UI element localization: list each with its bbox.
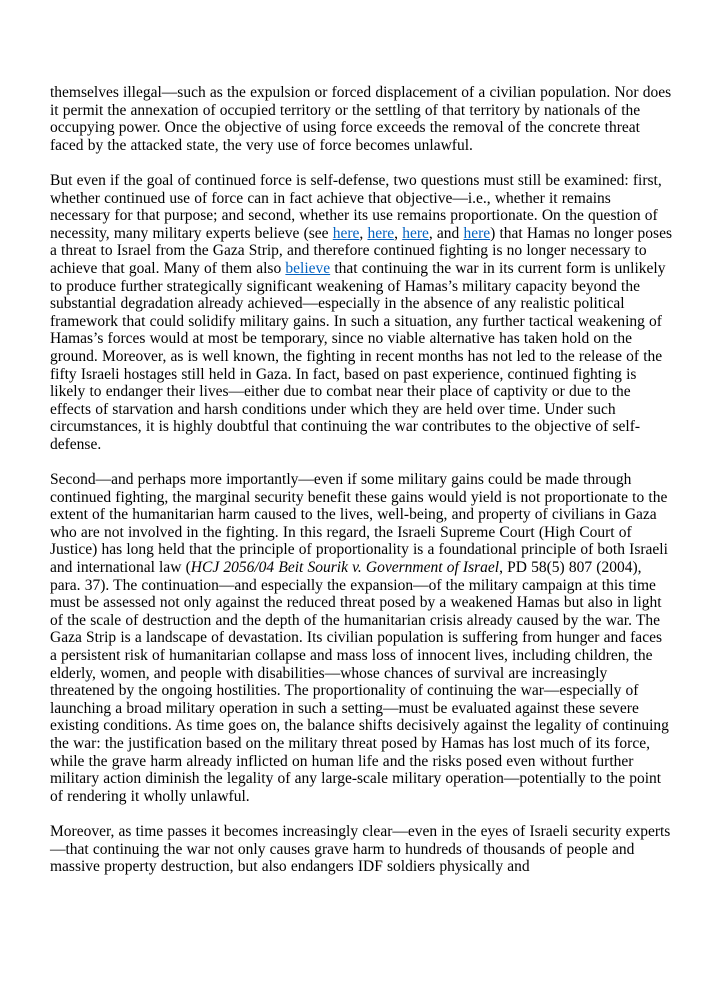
text-segment: Moreover, as time passes it becomes increasingly clear—even in the eyes of Israeli security experts—that continuing the war not only causes grave harm to hundreds of thousands of people and massive property destruction, but also endangers IDF soldiers physically and <box>50 822 671 876</box>
text-segment: , and <box>428 224 464 242</box>
paragraph <box>50 84 673 154</box>
text-segment: , <box>394 224 403 242</box>
text-segment: that continuing the war in its current form is unlikely to produce further strategically significant weakening of Hamas’s military capacity beyond the substantial degradation already achieved—especially in the absence of any realistic political framework that could solidify military gains. In such a situation, any further tactical weakening of Hamas’s forces would at most be temporary, since no viable alternative has taken hold on the ground. Moreover, as is well known, the fighting in recent months has not led to the release of the fifty Israeli hostages still held in Gaza. In fact, based on past experience, continued fighting is likely to endanger their lives—either due to combat near their place of captivity or due to the effects of starvation and harsh conditions under which they are held over time. Under such circumstances, it is highly doubtful that continuing the war contributes to the objective of self-defense. <box>50 259 666 453</box>
document-body <box>50 84 673 876</box>
paragraph <box>50 823 673 876</box>
paragraph <box>50 172 673 454</box>
inline-link[interactable]: here <box>367 224 395 242</box>
text-segment: themselves illegal—such as the expulsion or forced displacement of a civilian population. Nor does it permit the annexation of occupied territory or the settling of that territory by nationals of the occupying power. Once the objective of using force exceeds the removal of the concrete threat faced by the attacked state, the very use of force becomes unlawful. <box>50 84 672 154</box>
text-segment: , PD 58(5) 807 (2004), para. 37). The continuation—and especially the expansion—of the military campaign at this time must be assessed not only against the reduced threat posed by a weakened Hamas but also in light of the scale of destruction and the depth of the humanitarian crisis already caused by the war. The Gaza Strip is a landscape of devastation. Its civilian population is suffering from hunger and faces a persistent risk of humanitarian collapse and mass loss of innocent lives, including children, the elderly, women, and people with disabilities—whose chances of survival are increasingly threatened by the ongoing hostilities. The proportionality of continuing the war—especially of launching a broad military operation in such a setting—must be evaluated against these severe existing conditions. As time goes on, the balance shifts decisively against the legality of continuing the war: the justification based on the military threat posed by Hamas has lost much of its force, while the grave harm already inflicted on human life and the risks posed even without further military action diminish the legality of any large-scale military operation—potentially to the point of rendering it wholly unlawful. <box>50 559 669 805</box>
text-segment: ) that Hamas no longer poses a threat to Israel from the Gaza Strip, and therefore continued fighting is no longer necessary to achieve that goal. Many of them also <box>50 224 673 277</box>
inline-link[interactable]: here <box>402 224 429 242</box>
inline-link[interactable]: here <box>463 224 491 242</box>
text-segment: Second—and perhaps more importantly—even if some military gains could be made through continued fighting, the marginal security benefit these gains would yield is not proportionate to the extent of the humanitarian harm caused to the lives, well-being, and property of civilians in Gaza who are not involved in the fighting. In this regard, the Israeli Supreme Court (High Court of Justice) has long held that the principle of proportionality is a foundational principle of both Israeli and international law ( <box>50 471 668 577</box>
italic-case-citation: HCJ 2056/04 Beit Sourik v. Government of Israel <box>190 559 500 577</box>
paragraph <box>50 471 673 805</box>
inline-link[interactable]: here <box>332 224 360 242</box>
inline-link[interactable]: believe <box>285 259 331 277</box>
text-segment: , <box>359 224 368 242</box>
text-segment: But even if the goal of continued force is self-defense, two questions must still be examined: first, whether continued use of force can in fact achieve that objective—i.e., whether it remains necessary for that purpose; and second, whether its use remains proportionate. On the question of necessity, many military experts believe (see <box>50 171 662 242</box>
